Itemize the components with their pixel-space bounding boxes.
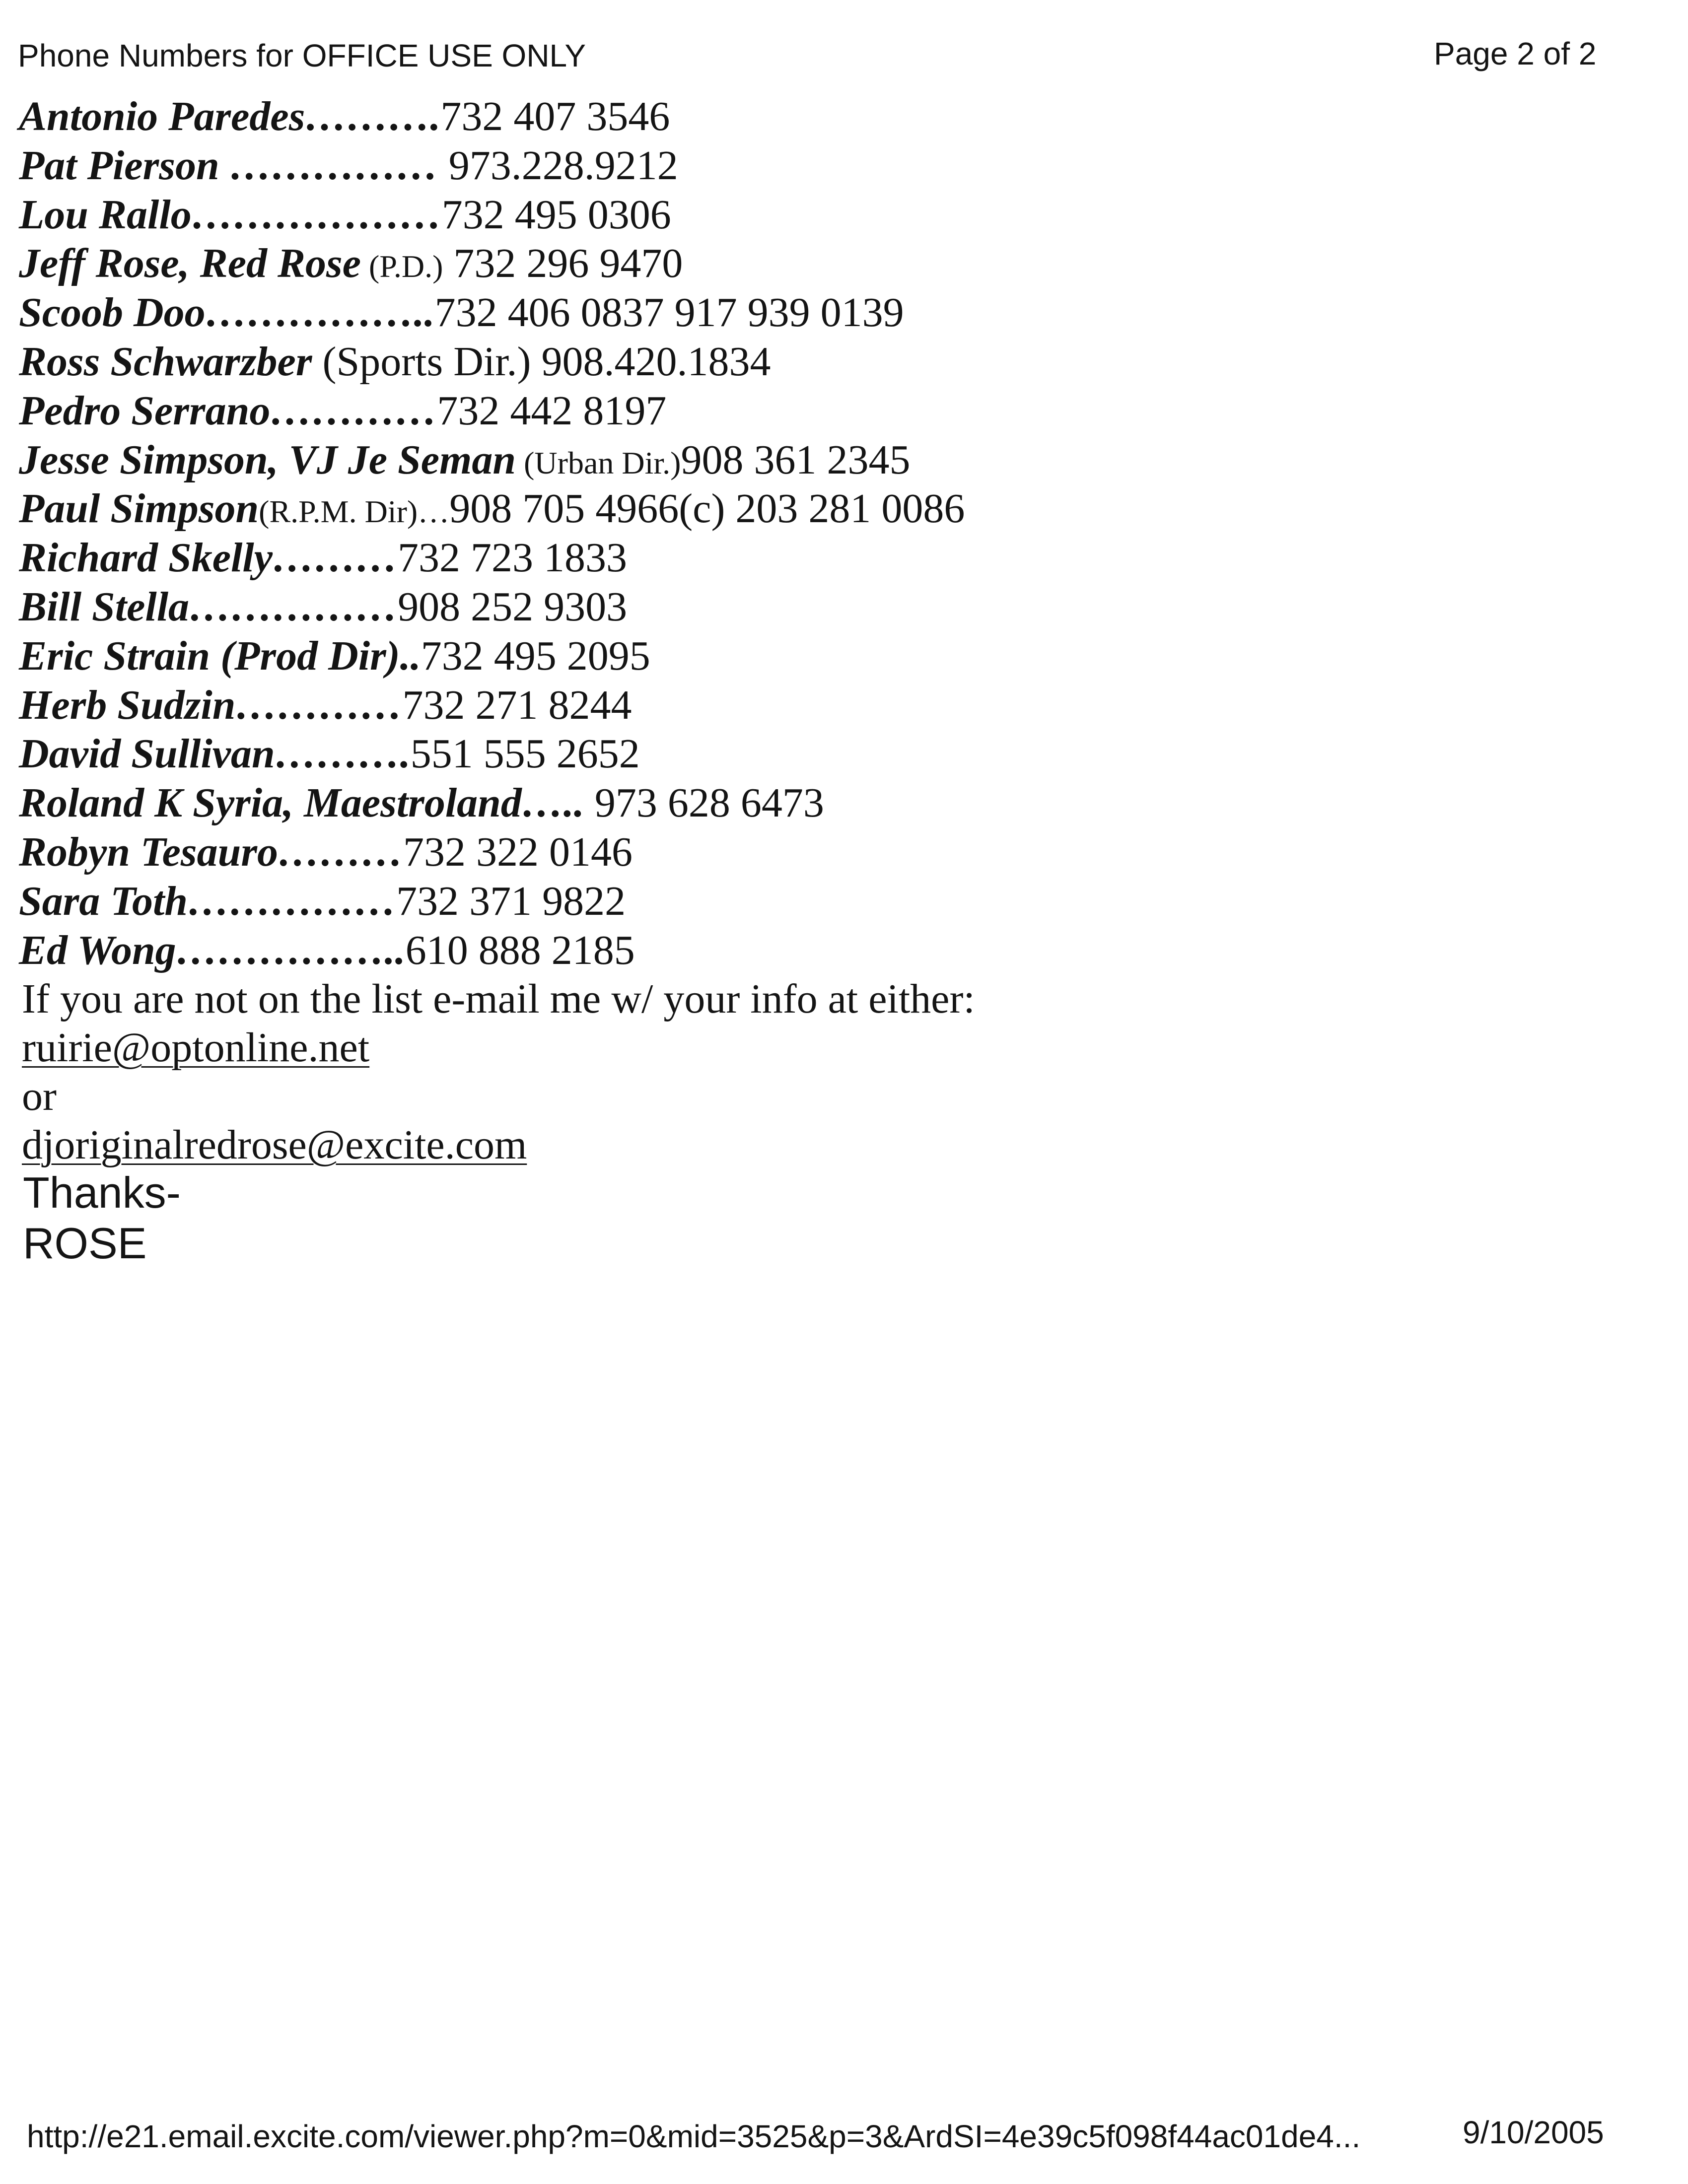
contact-name: Ross Schwarzber [19, 338, 312, 385]
email-link-primary[interactable]: ruirie@optonline.net [22, 1024, 370, 1071]
contact-number: 732 442 8197 [437, 387, 667, 434]
phone-entry-wong [19, 926, 965, 975]
contact-number: 732 406 0837 917 939 0139 [434, 289, 904, 336]
contact-name: Ed Wong…………….. [19, 927, 406, 973]
contact-name: Pedro Serrano………… [19, 387, 437, 434]
contact-name: Eric Strain (Prod Dir).. [19, 632, 421, 679]
phone-entry-paredes [19, 92, 965, 141]
contact-number: 908 705 4966(c) 203 281 0086 [449, 485, 965, 532]
phone-entry-schwarzber [19, 338, 965, 387]
contact-name: Sara Toth…………… [19, 878, 397, 924]
phone-entry-strain [19, 632, 965, 681]
phone-entry-serrano [19, 387, 965, 436]
contact-name: Herb Sudzin………… [19, 682, 403, 728]
print-footer-date: 9/10/2005 [1463, 2115, 1604, 2150]
signoff-block [23, 1167, 181, 1269]
contact-request-block [22, 975, 975, 1169]
thanks-text: Thanks- [23, 1168, 181, 1217]
contact-role-note: (P.D.) [361, 249, 443, 284]
contact-name: Jesse Simpson, VJ Je Seman [19, 436, 516, 483]
contact-number: 732 271 8244 [402, 682, 632, 728]
phone-entry-paul-simpson [19, 484, 965, 534]
contact-name: Richard Skelly……… [19, 535, 398, 581]
contact-request-message: If you are not on the list e-mail me w/ your info at either: [22, 976, 975, 1022]
contact-role-note: (Urban Dir.) [516, 445, 681, 480]
contact-name: David Sullivan………. [19, 731, 411, 777]
contact-number: (Sports Dir.) 908.420.1834 [312, 338, 771, 385]
contact-name: Roland K Syria, Maestroland….. [19, 780, 584, 826]
contact-number: 973.228.9212 [438, 142, 678, 189]
page-indicator: Page 2 of 2 [1434, 36, 1597, 71]
phone-entry-rose [19, 239, 965, 288]
contact-name: Jeff Rose, Red Rose [19, 240, 361, 287]
contact-name: Lou Rallo……………… [19, 191, 442, 238]
signature-text: ROSE [23, 1219, 147, 1268]
contact-name: Antonio Paredes………. [19, 93, 441, 139]
contact-number: 732 407 3546 [440, 93, 670, 139]
phone-entry-sullivan [19, 730, 965, 779]
contact-name: Bill Stella…………… [19, 583, 398, 630]
contact-name: Scoob Doo…………….. [19, 289, 435, 336]
contact-number: 732 322 0146 [403, 828, 633, 875]
phone-entry-stella [19, 583, 965, 632]
phone-entry-rallo [19, 191, 965, 240]
phone-entry-pierson [19, 141, 965, 191]
contact-number: 908 361 2345 [681, 436, 911, 483]
contact-role-note: (R.P.M. Dir)… [259, 494, 450, 530]
contact-number: 732 723 1833 [398, 535, 628, 581]
contact-name: Robyn Tesauro……… [19, 828, 404, 875]
phone-entry-sudzin [19, 681, 965, 730]
contact-number: 732 296 9470 [443, 240, 683, 287]
phone-entry-syria [19, 779, 965, 828]
phone-entry-skelly [19, 534, 965, 583]
contact-number: 732 495 0306 [441, 191, 671, 238]
contact-number: 732 495 2095 [421, 632, 650, 679]
contact-number: 551 555 2652 [410, 731, 640, 777]
phone-list [19, 92, 965, 975]
contact-number: 610 888 2185 [405, 927, 635, 973]
document-header-title: Phone Numbers for OFFICE USE ONLY [18, 38, 586, 73]
phone-entry-tesauro [19, 828, 965, 877]
phone-entry-doo [19, 288, 965, 338]
contact-number: 908 252 9303 [398, 583, 628, 630]
print-footer-url: http://e21.email.excite.com/viewer.php?m=0&mid=3525&p=3&ArdSI=4e39c5f098f44ac01de4... [27, 2118, 1361, 2154]
email-link-secondary[interactable]: djoriginalredrose@excite.com [22, 1122, 527, 1168]
email-separator: or [22, 1073, 57, 1119]
phone-entry-toth [19, 877, 965, 926]
contact-number: 732 371 9822 [396, 878, 626, 924]
contact-name: Paul Simpson [19, 485, 259, 532]
contact-name: Pat Pierson …………… [19, 142, 438, 189]
phone-entry-jesse-simpson [19, 436, 965, 485]
contact-number: 973 628 6473 [584, 780, 824, 826]
